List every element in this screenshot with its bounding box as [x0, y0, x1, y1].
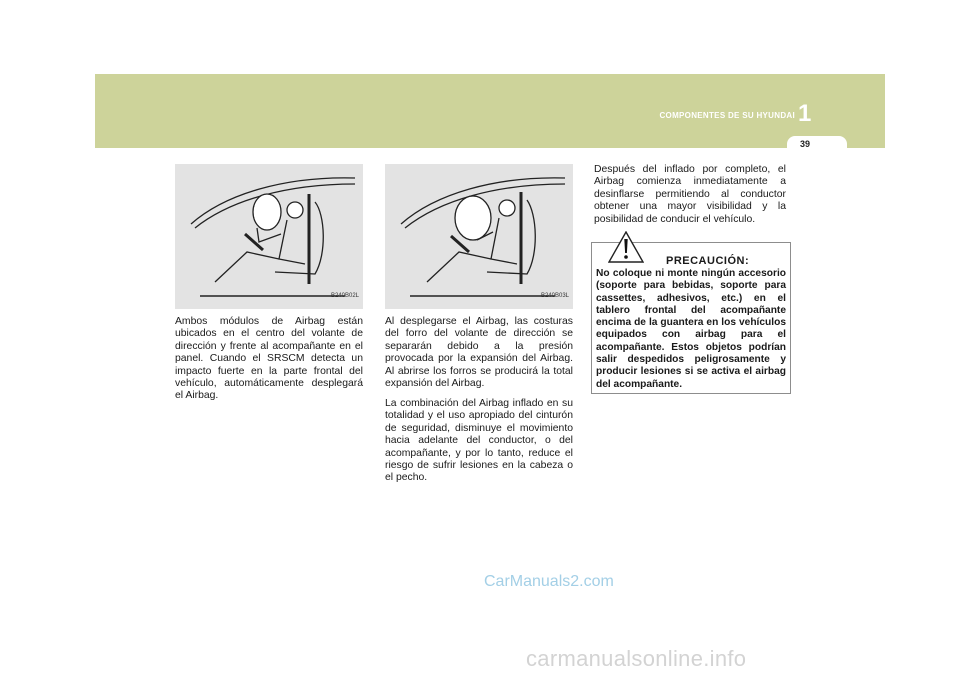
airbag-illustration-deployed [385, 164, 573, 309]
middle-paragraph-1: Al desplegarse el Airbag, las costuras del forro del volante de dirección se separarán debido a la presión provocada por la expansión del Airbag. Al abrirse los forros se producirá la total expansión del Airbag. [385, 316, 573, 390]
middle-paragraph-2: La combinación del Airbag inflado en su totalidad y el uso apropiado del cinturón de seguridad, disminuye el movimiento hacia adelante del conductor, o del acompañante, y por lo tanto, reduce el riesgo de sufrir lesiones en la cabeza o el pecho. [385, 398, 573, 484]
chapter-number: 1 [798, 100, 812, 127]
airbag-illustration-driver [175, 164, 363, 309]
site-watermark[interactable]: CarManuals2.com [484, 573, 614, 590]
warning-triangle-icon [608, 231, 644, 263]
figure-code: B240B02L [330, 293, 359, 299]
caution-text: No coloque ni monte ningún accesorio (soporte para bebidas, soporte para cassettes, adhesivos, etc.) en el tablero frontal del acompañante encima de la guantera en los vehículos equipados con airbag para el acompañante. Estos objetos podrían salir despedidos peligrosamente y producir lesiones si se activa el airbag del acompañante. [596, 268, 786, 390]
page-number: 39 [799, 139, 810, 149]
caution-title: PRECAUCIÓN: [666, 255, 750, 267]
section-title: COMPONENTES DE SU HYUNDAI [659, 111, 795, 120]
figure-code: B240B03L [540, 293, 569, 299]
airbag-figure-drawing [385, 164, 573, 309]
right-paragraph: Después del inflado por completo, el Airbag comienza inmediatamente a desinflarse permitiendo al conductor obtener una mayor visibilidad y la posibilidad de conducir el vehículo. [594, 164, 786, 225]
caution-box [591, 242, 791, 394]
airbag-figure-drawing [175, 164, 363, 309]
left-paragraph: Ambos módulos de Airbag están ubicados en el centro del volante de dirección y frente al acompañante en el panel. Cuando el SRSCM detecta un impacto fuerte en la parte frontal del vehículo, automáticamente desplegará el Airbag. [175, 316, 363, 402]
footer-watermark: carmanualsonline.info [526, 646, 747, 671]
